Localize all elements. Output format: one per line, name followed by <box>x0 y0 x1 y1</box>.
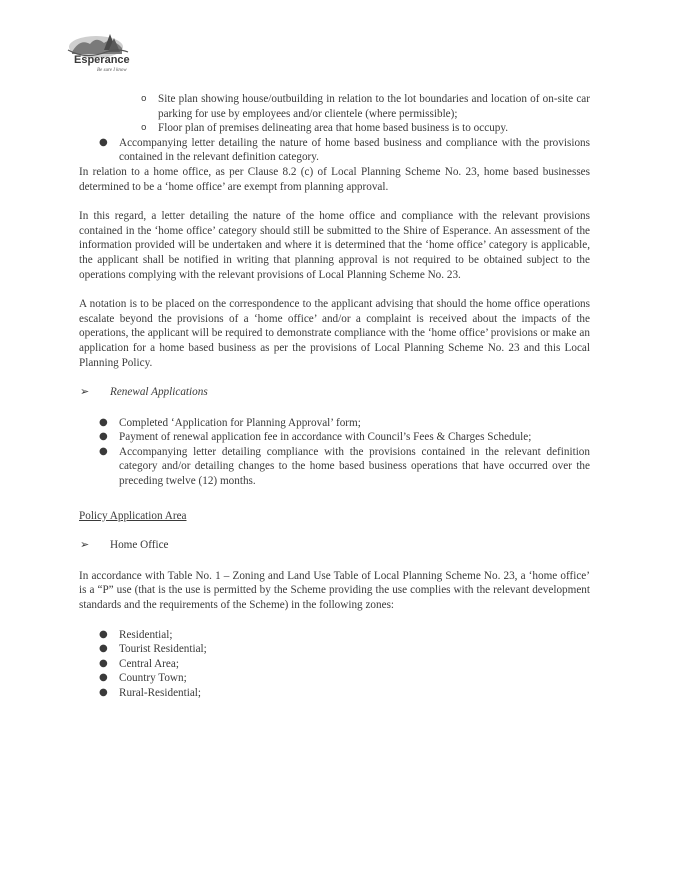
list-item-text: Completed ‘Application for Planning Approval’ form; <box>119 416 361 429</box>
renewal-list <box>79 416 590 489</box>
home-office-heading <box>79 538 590 553</box>
logo-tagline: Be sure I know <box>97 68 127 73</box>
paragraph-notation: A notation is to be placed on the correspondence to the applicant advising that should the home office operations escalate beyond the provisions of a ‘home office’ and/or a complaint is received about the impacts of the operations, the applicant will be required to demonstrate compliance with the ‘home office’ provisions or make an application for a home based business as per the provisions of Local Planning Scheme No. 23 and this Local Planning Policy. <box>79 298 590 369</box>
zone-text: Rural-Residential; <box>119 687 202 699</box>
bullet-icon: ● <box>99 672 108 684</box>
list-item-text: Payment of renewal application fee in accordance with Council’s Fees & Charges Schedule; <box>119 431 532 444</box>
policy-application-area-heading: Policy Application Area <box>79 509 187 522</box>
document-body <box>79 92 590 701</box>
paragraph-zoning-table: In accordance with Table No. 1 – Zoning and Land Use Table of Local Planning Scheme No. 23, a ‘home office’ is a “P” use (that is the use is permitted by the Scheme providing the use complies with the relevant development standards and the requirements of the Scheme) in the following zones: <box>79 569 590 612</box>
bullet-list-top <box>79 136 590 165</box>
bullet-icon: ● <box>99 431 108 443</box>
zone-text: Central Area; <box>119 657 179 670</box>
paragraph-home-office-exempt: In relation to a home office, as per Clause 8.2 (c) of Local Planning Scheme No. 23, home based businesses determined to be a ‘home office’ are exempt from planning approval. <box>79 165 590 193</box>
zone-text: Residential; <box>119 628 173 641</box>
zone-item <box>79 671 590 686</box>
list-item <box>79 445 590 489</box>
list-item <box>79 416 590 431</box>
bullet-icon: ● <box>99 416 108 428</box>
circle-bullet-icon: o <box>141 123 147 134</box>
sub-item <box>79 92 590 121</box>
zone-text: Country Town; <box>119 672 187 685</box>
zone-item <box>79 628 590 643</box>
sub-item <box>79 121 590 136</box>
sub-item-list <box>79 92 590 136</box>
bullet-icon: ● <box>99 136 108 148</box>
zones-list <box>79 628 590 701</box>
zone-text: Tourist Residential; <box>119 643 207 656</box>
bullet-icon: ● <box>99 628 108 640</box>
arrow-bullet-icon: ➢ <box>80 538 90 552</box>
sub-item-text: Site plan showing house/outbuilding in relation to the lot boundaries and location of on-site car parking for use by employees and/or clientele (where permissible); <box>158 93 590 120</box>
zone-item <box>79 657 590 672</box>
paragraph-letter-submission: In this regard, a letter detailing the nature of the home office and compliance with the relevant provisions contained in the ‘home office’ category should still be submitted to the Shire of Esperance. An assessment of the information provided will be undertaken and where it is determined that the ‘home office’ category is applicable, the applicant shall be notified in writing that planning approval is not required to be obtained subject to the operations complying with the relevant provisions of Local Planning Scheme No. 23. <box>79 210 590 281</box>
renewal-applications-heading <box>79 385 590 400</box>
renewal-heading-text: Renewal Applications <box>110 386 208 399</box>
list-item <box>79 136 590 165</box>
list-item-text: Accompanying letter detailing the nature of home based business and compliance with the provisions contained in the relevant definition category. <box>119 136 590 164</box>
arrow-bullet-icon: ➢ <box>80 385 90 399</box>
bullet-icon: ● <box>99 687 108 698</box>
bullet-icon: ● <box>99 445 108 457</box>
bullet-icon: ● <box>99 643 108 655</box>
list-item-text: Accompanying letter detailing compliance with the provisions contained in the relevant definition category and/or detailing changes to the home based business operations that have occurred over the preceding twelve (12) months. <box>119 445 590 488</box>
home-office-heading-text: Home Office <box>110 539 169 552</box>
zone-item <box>79 686 590 701</box>
logo-wordmark: Esperance <box>74 54 130 66</box>
bullet-icon: ● <box>99 657 108 669</box>
shire-of-esperance-logo <box>66 30 130 74</box>
list-item <box>79 430 590 445</box>
sub-item-text: Floor plan of premises delineating area that home based business is to occupy. <box>158 122 509 135</box>
circle-bullet-icon: o <box>141 94 147 104</box>
zone-item <box>79 642 590 657</box>
